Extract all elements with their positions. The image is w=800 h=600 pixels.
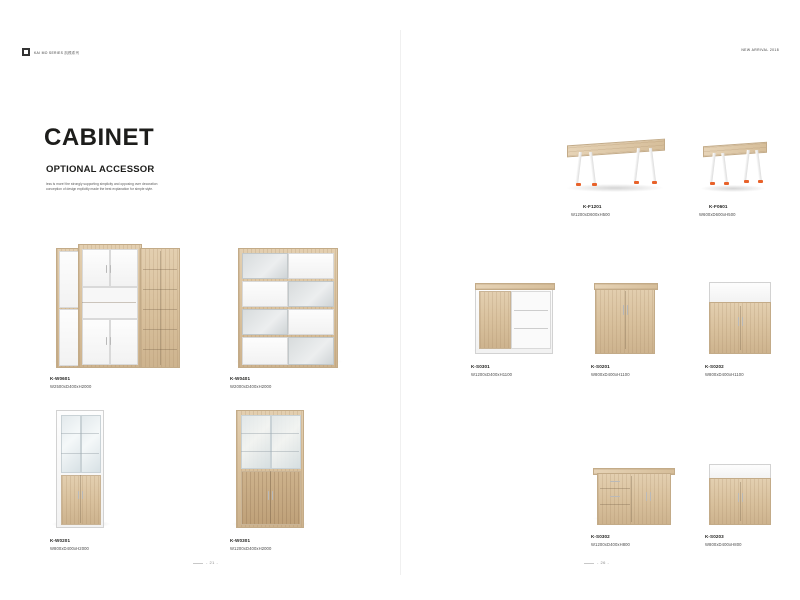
product-code: K-S0302 xyxy=(591,534,610,539)
open-shelf xyxy=(511,291,551,349)
door-panel xyxy=(110,319,138,365)
header-note: NEW ARRIVAL 2018 xyxy=(741,48,779,52)
cabinet-top xyxy=(475,283,555,290)
wood-door xyxy=(61,475,101,525)
wood-door xyxy=(241,471,301,525)
sliding-glass-panel xyxy=(242,309,288,335)
product-dimensions: W2500xD400xH2000 xyxy=(50,384,92,389)
door-seam xyxy=(270,471,271,523)
sliding-glass-panel xyxy=(288,337,334,365)
left-page xyxy=(8,30,400,575)
product-image-k-f0601 xyxy=(693,126,777,200)
product-card-k-w0401[interactable] xyxy=(230,242,348,390)
glass-door xyxy=(61,415,81,473)
product-image-k-s0201 xyxy=(591,268,661,360)
door-handle xyxy=(738,317,739,326)
desk-leg xyxy=(649,148,656,182)
shelf-line xyxy=(514,310,548,311)
desk-foot xyxy=(652,181,657,184)
desk-foot xyxy=(744,180,749,183)
cabinet-body xyxy=(475,286,553,354)
door-seam xyxy=(631,476,632,522)
product-code: K-F1201 xyxy=(583,204,602,209)
door-handle xyxy=(742,493,743,502)
door-handle xyxy=(623,305,624,315)
desk-foot xyxy=(634,181,639,184)
page-number-right-text: - 26 - xyxy=(597,560,610,565)
sliding-panel xyxy=(288,309,334,335)
door-handle xyxy=(106,337,107,345)
desk-leg xyxy=(709,153,716,183)
sliding-glass-panel xyxy=(242,253,288,279)
product-image-k-s0302 xyxy=(591,438,679,530)
product-dimensions: W800xD400xH1100 xyxy=(705,372,744,377)
rule xyxy=(193,563,203,564)
cabinet-body xyxy=(595,286,655,354)
glass-door xyxy=(81,415,101,473)
product-dimensions: W800xD400xH800 xyxy=(705,542,742,547)
drawer-handle xyxy=(610,481,620,482)
brand-block xyxy=(22,48,79,56)
product-dimensions: W1200xD400xH1100 xyxy=(471,372,513,377)
product-card-k-f1201[interactable] xyxy=(561,126,671,218)
cabinet-column-left xyxy=(56,248,80,368)
door-handle xyxy=(110,265,111,273)
door-seam xyxy=(625,291,626,349)
product-card-k-w0601[interactable] xyxy=(50,242,182,390)
product-dimensions: W800xD400xH2000 xyxy=(50,546,89,551)
door-seam xyxy=(740,482,741,521)
product-code: K-S0202 xyxy=(705,364,724,369)
brand-name: KAI MO SERIES 凯模系列 xyxy=(34,50,80,55)
product-image-k-w0301 xyxy=(230,402,314,534)
cabinet-column-right xyxy=(140,248,180,368)
cabinet-body xyxy=(236,410,304,528)
upper-open-shelf xyxy=(709,282,771,304)
desk-leg xyxy=(721,153,728,183)
desk-foot xyxy=(576,183,581,186)
brand-logo-icon xyxy=(22,48,30,56)
product-card-k-s0202[interactable] xyxy=(705,268,779,378)
product-dimensions: W2000xD400xH2000 xyxy=(230,384,272,389)
glass-door xyxy=(241,415,271,469)
page-number-right xyxy=(581,560,609,565)
product-dimensions: W1200xD400xH2000 xyxy=(230,546,272,551)
product-code: K-S0201 xyxy=(591,364,610,369)
door-seam xyxy=(80,475,81,523)
sliding-panel xyxy=(288,253,334,279)
product-code: K-F0601 xyxy=(709,204,728,209)
drawer-handle xyxy=(610,496,620,497)
door-handle xyxy=(268,491,269,500)
floor-shadow xyxy=(567,184,663,192)
product-card-k-w0301[interactable] xyxy=(230,402,314,552)
product-card-k-s0203[interactable] xyxy=(705,438,779,548)
shelf-line xyxy=(82,302,136,303)
catalog-spread xyxy=(8,30,792,575)
product-card-k-s0302[interactable] xyxy=(591,438,679,548)
door-handle xyxy=(627,305,628,315)
product-card-k-s0301[interactable] xyxy=(471,268,557,378)
sliding-panel xyxy=(242,281,288,307)
product-dimensions: W800xD400xH1100 xyxy=(591,372,630,377)
product-card-k-w0201[interactable] xyxy=(50,402,114,552)
drawer-line xyxy=(600,504,630,505)
sliding-panel xyxy=(242,337,288,365)
product-image-k-s0301 xyxy=(471,268,557,360)
product-image-k-w0201 xyxy=(50,402,114,534)
page-number-left-text: - 21 - xyxy=(206,560,219,565)
shelf-line xyxy=(514,328,548,329)
glass-door xyxy=(271,415,301,469)
door-handle xyxy=(738,493,739,502)
cabinet-body xyxy=(597,473,671,525)
product-card-k-f0601[interactable] xyxy=(693,126,777,218)
door-handle xyxy=(106,265,107,273)
shelf-line xyxy=(61,453,99,454)
shelf-line xyxy=(61,433,99,434)
desk-foot xyxy=(758,180,763,183)
drawer-line xyxy=(600,488,630,489)
desk-foot xyxy=(592,183,597,186)
cabinet-body xyxy=(709,478,771,525)
door-seam xyxy=(740,306,741,350)
page-description: less is more! the strongly supporting simplicity and opposing over decoration conception of design explicitly made the best explanation for simple style. xyxy=(46,182,158,192)
product-code: K-S0203 xyxy=(705,534,724,539)
product-dimensions: W1200xD600xH500 xyxy=(571,212,610,217)
product-dimensions: W600xD600xH500 xyxy=(699,212,736,217)
product-code: K-W0301 xyxy=(230,538,251,543)
door-handle xyxy=(742,317,743,326)
door-handle xyxy=(82,491,83,499)
right-page xyxy=(400,30,793,575)
open-shelf xyxy=(82,287,138,319)
page-subtitle: OPTIONAL ACCESSOR xyxy=(46,164,155,175)
divider-line xyxy=(160,251,161,365)
product-code: K-W0401 xyxy=(230,376,251,381)
product-image-k-w0401 xyxy=(230,242,348,372)
product-code: K-S0301 xyxy=(471,364,490,369)
rule xyxy=(584,563,594,564)
desk-leg xyxy=(755,150,762,181)
page-header xyxy=(22,48,386,62)
floor-shadow xyxy=(701,185,765,192)
door-handle xyxy=(78,491,79,499)
desk-leg xyxy=(743,150,750,181)
door-handle xyxy=(650,492,651,501)
page-number-left xyxy=(190,560,218,565)
cabinet-body xyxy=(709,302,771,354)
product-image-k-f1201 xyxy=(561,126,671,200)
cabinet-body xyxy=(56,410,104,528)
door-panel xyxy=(59,251,79,308)
product-image-k-w0601 xyxy=(50,242,182,372)
desk-foot xyxy=(724,182,729,185)
door-panel xyxy=(59,309,79,366)
desk-foot xyxy=(710,182,715,185)
product-image-k-s0202 xyxy=(705,268,779,360)
shelf-line xyxy=(241,451,299,452)
page-title: CABINET xyxy=(44,124,155,151)
cabinet-centre xyxy=(78,244,142,368)
cabinet-body xyxy=(238,248,338,368)
product-code: K-W0601 xyxy=(50,376,71,381)
shelf-line xyxy=(241,433,299,434)
desk-leg xyxy=(633,148,640,182)
product-card-k-s0201[interactable] xyxy=(591,268,661,378)
cabinet-top xyxy=(594,283,658,290)
product-code: K-W0201 xyxy=(50,538,71,543)
door-panel xyxy=(110,249,138,287)
product-image-k-s0203 xyxy=(705,438,779,530)
desk-leg xyxy=(589,152,596,184)
door-handle xyxy=(646,492,647,501)
door-handle xyxy=(110,337,111,345)
door-handle xyxy=(272,491,273,500)
sliding-door xyxy=(479,291,511,349)
sliding-glass-panel xyxy=(288,281,334,307)
product-dimensions: W1200xD400xH800 xyxy=(591,542,630,547)
